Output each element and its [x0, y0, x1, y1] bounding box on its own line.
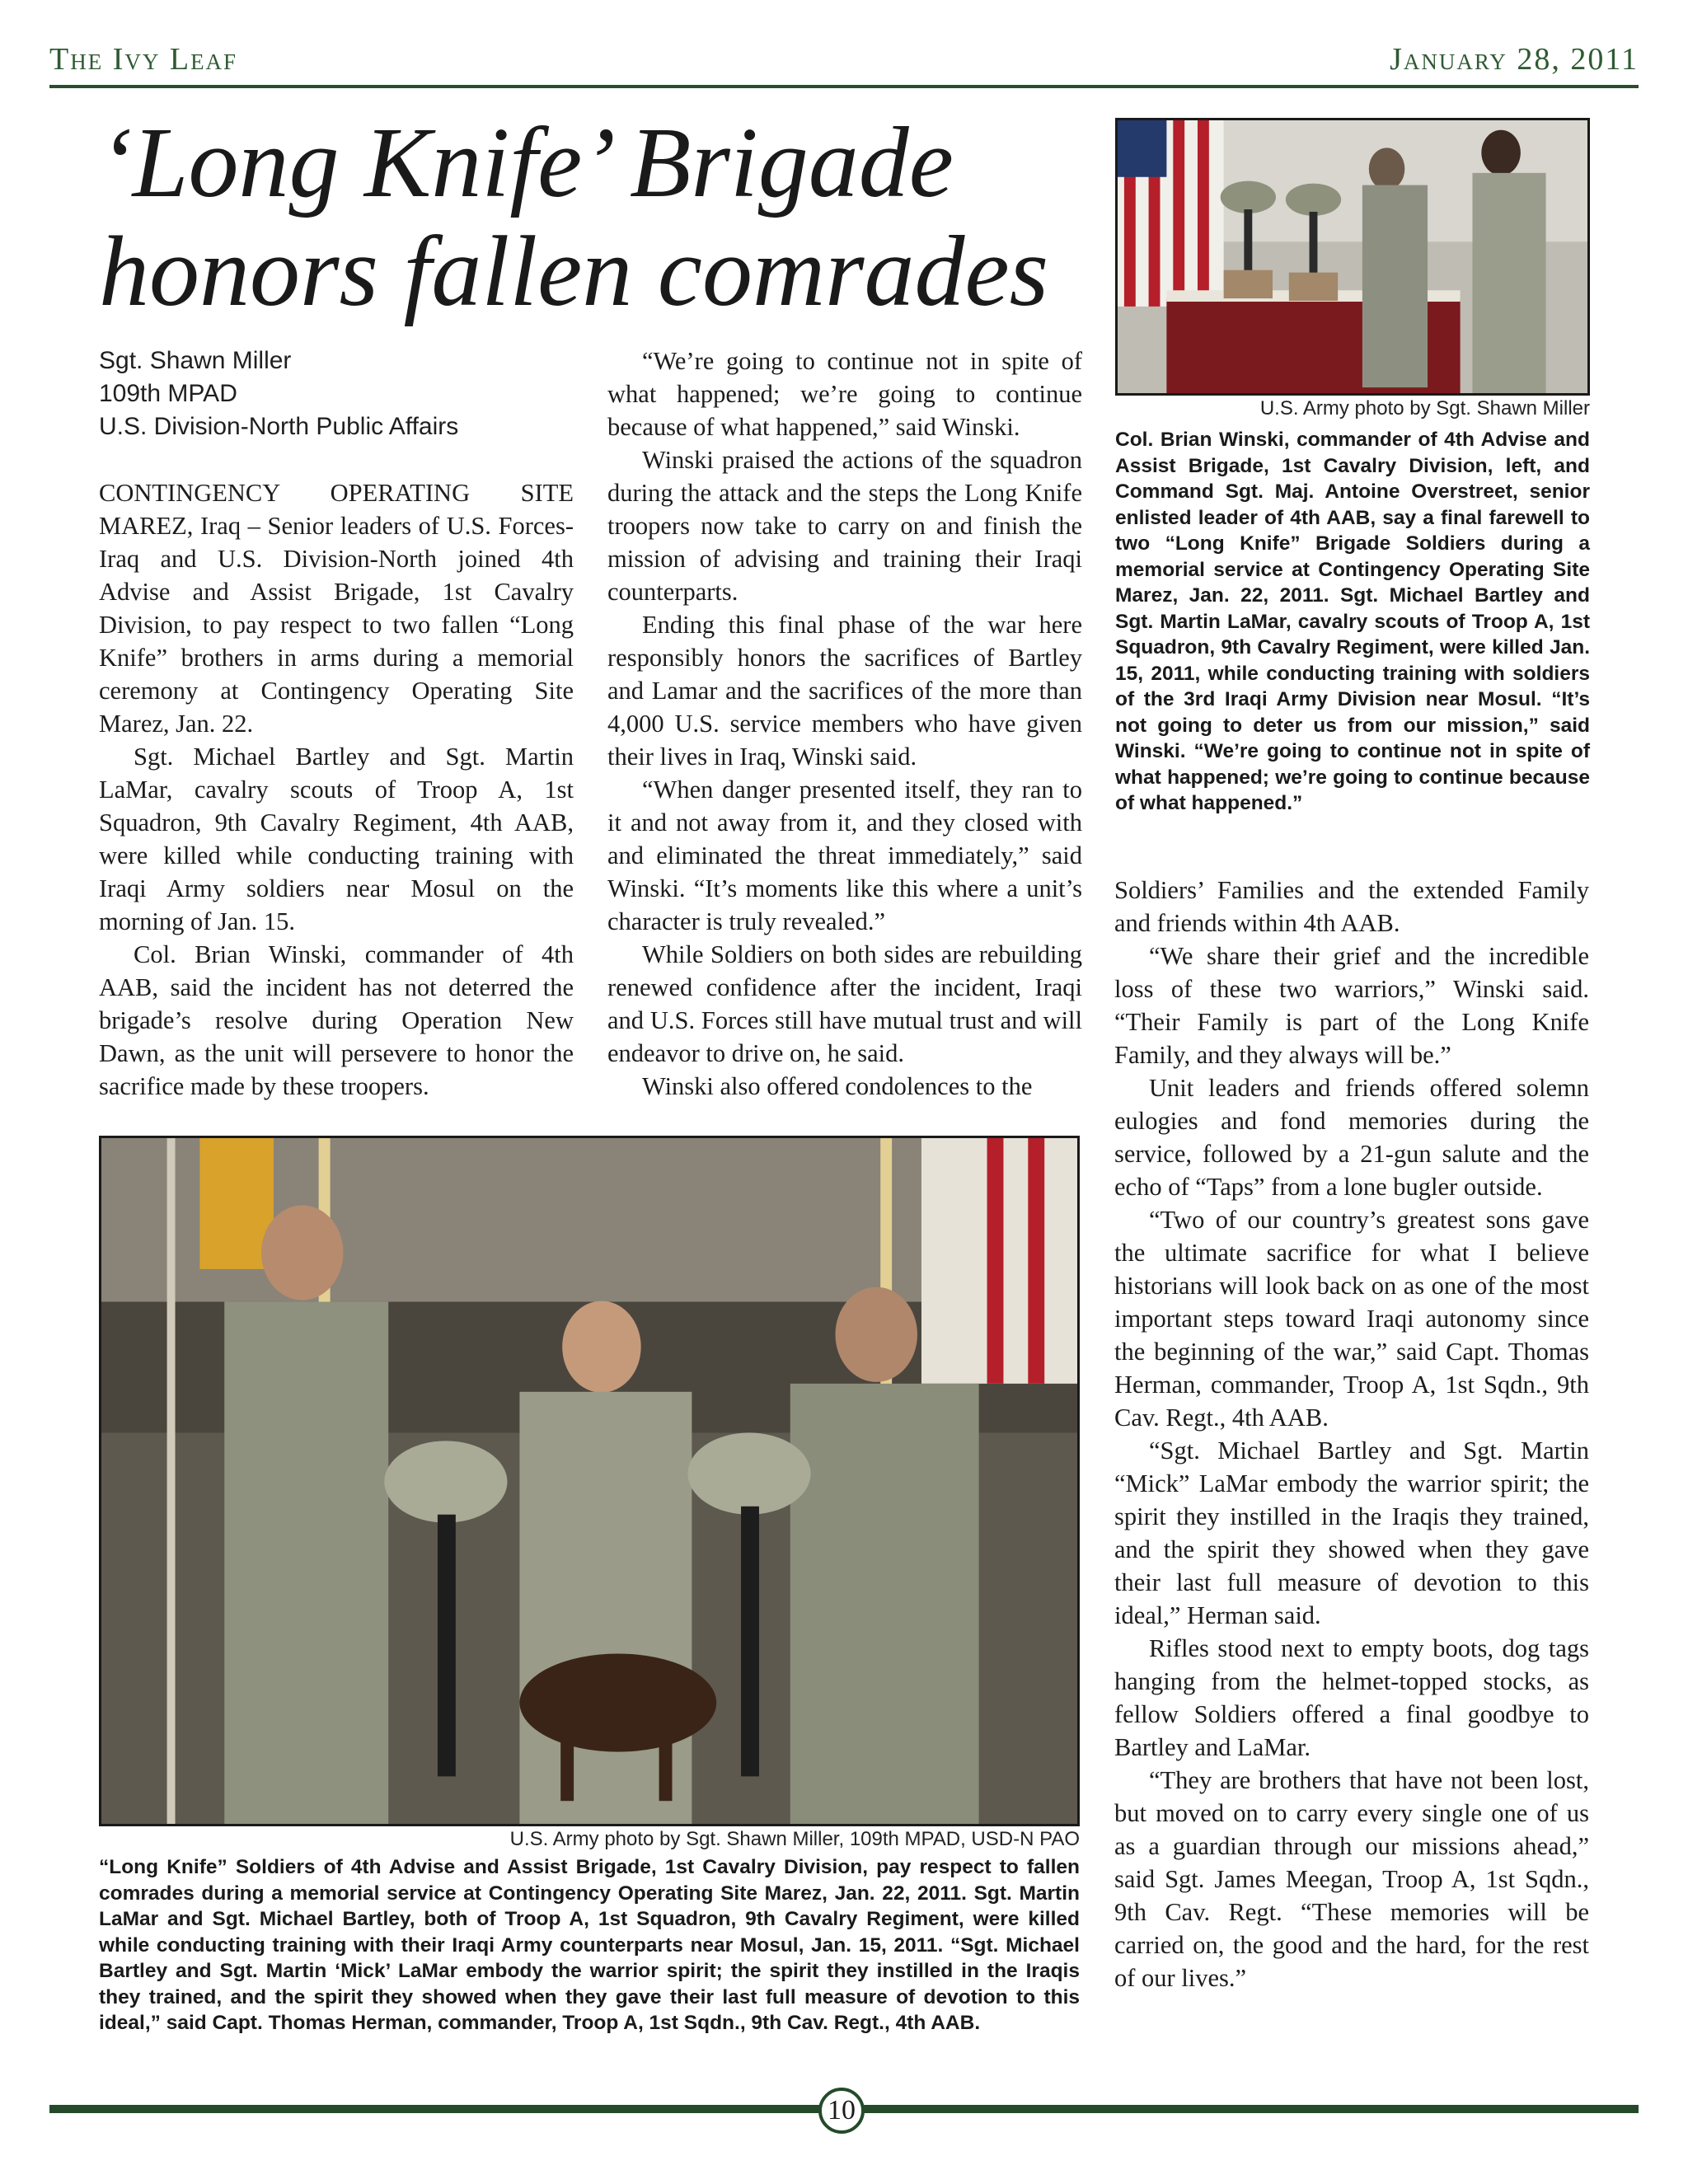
memorial-photo-top — [1115, 118, 1590, 396]
photo-credit-main: U.S. Army photo by Sgt. Shawn Miller, 109th MPAD, USD-N PAO — [509, 1828, 1080, 1850]
memorial-photo-main — [99, 1136, 1080, 1826]
headline-line-2: honors fallen comrades — [99, 216, 1049, 327]
issue-date: January 28, 2011 — [1390, 42, 1639, 77]
article-headline — [99, 109, 1096, 326]
article-column-3 — [1114, 874, 1589, 1994]
paragraph: Soldiers’ Families and the extended Family and friends within 4th AAB. — [1114, 876, 1589, 937]
page-number: 10 — [818, 2088, 865, 2134]
paragraph: CONTINGENCY OPERATING SITE MAREZ, Iraq – Senior leaders of U.S. Forces-Iraq and U.S. Division-North joined 4th Advise and Assist Brigade, 1st Cavalry Division, to pay respect to two fallen “Long Knife” brothers in arms during a memorial ceremony at Contingency Operating Site Marez, Jan. 22. — [99, 479, 574, 738]
byline-author: Sgt. Shawn Miller — [99, 347, 292, 374]
paragraph: While Soldiers on both sides are rebuilding renewed confidence after the incident, Iraqi and U.S. Forces still have mutual trust and will endeavor to drive on, he said. — [607, 940, 1082, 1067]
byline-office: U.S. Division-North Public Affairs — [99, 413, 459, 440]
article-column-1 — [99, 476, 574, 1103]
header-rule — [49, 85, 1639, 88]
memorial-photo-main-image — [101, 1138, 1077, 1824]
page-header — [49, 41, 1639, 89]
paragraph: “Two of our country’s greatest sons gave the ultimate sacrifice for what I believe historians will look back on as one of the most important steps toward Iraqi autonomy since the beginning of the war,” said Capt. Thomas Herman, commander, Troop A, 1st Sqdn., 9th Cav. Regt., 4th AAB. — [1114, 1206, 1589, 1432]
photo-credit-top: U.S. Army photo by Sgt. Shawn Miller — [1259, 397, 1590, 419]
headline-line-1: ‘Long Knife’ Brigade — [99, 107, 954, 218]
paragraph: Ending this final phase of the war here responsibly honors the sacrifices of Bartley and Lamar and the sacrifices of the more than 4,000 U.S. service members who have given their lives in Iraq, Winski said. — [607, 611, 1082, 771]
paragraph: Col. Brian Winski, commander of 4th AAB, said the incident has not deterred the brigade’s resolve during Operation New Dawn, as the unit will persevere to honor the sacrifice made by these troopers. — [99, 940, 574, 1100]
photo-caption-main: “Long Knife” Soldiers of 4th Advise and Assist Brigade, 1st Cavalry Division, pay respect to fallen comrades during a memorial service at Contingency Operating Site Marez, Jan. 22, 2011. Sgt. Martin LaMar and Sgt. Michael Bartley, both of Troop A, 1st Squadron, 9th Cavalry Regiment, were killed while conducting training with their Iraqi Army counterparts near Mosul, Jan. 15, 2011. “Sgt. Michael Bartley and Sgt. Martin ‘Mick’ LaMar embody the warrior spirit; the spirit they instilled in the Iraqis they trained, and the spirit they showed when they gave their last full measure of devotion to this ideal,” said Capt. Thomas Herman, commander, Troop A, 1st Sqdn., 9th Cav. Regt., 4th AAB. — [99, 1856, 1080, 2034]
paragraph: “We share their grief and the incredible loss of these two warriors,” Winski said. “Their Family is part of the Long Knife Family, and they always will be.” — [1114, 942, 1589, 1069]
memorial-photo-top-image — [1118, 120, 1587, 393]
paragraph: Rifles stood next to empty boots, dog tags hanging from the helmet-topped stocks, as fellow Soldiers offered a final goodbye to Bartley and LaMar. — [1114, 1634, 1589, 1761]
paragraph: “When danger presented itself, they ran to it and not away from it, and they closed with and eliminated the threat immediately,” said Winski. “It’s moments like this where a unit’s character is truly revealed.” — [607, 776, 1082, 935]
article-column-2 — [607, 344, 1082, 1103]
paragraph: “They are brothers that have not been lost, but moved on to carry every single one of us as a guardian through our missions ahead,” said Sgt. James Meegan, Troop A, 1st Sqdn., 9th Cav. Regt. “These memories will be carried on, the good and the hard, for the rest of our lives.” — [1114, 1766, 1589, 1992]
byline-unit: 109th MPAD — [99, 380, 237, 407]
publication-name: The Ivy Leaf — [49, 42, 238, 77]
byline — [99, 344, 577, 443]
paragraph: “Sgt. Michael Bartley and Sgt. Martin “Mick” LaMar embody the warrior spirit; the spirit they instilled in the Iraqis they trained, and the spirit they showed when they gave their last full measure of devotion to this ideal,” Herman said. — [1114, 1436, 1589, 1629]
paragraph: “We’re going to continue not in spite of what happened; we’re going to continue because of what happened,” said Winski. — [607, 347, 1082, 441]
paragraph: Winski praised the actions of the squadron during the attack and the steps the Long Knife troopers now take to carry on and finish the mission of advising and training their Iraqi counterparts. — [607, 446, 1082, 606]
photo-caption-top: Col. Brian Winski, commander of 4th Advise and Assist Brigade, 1st Cavalry Division, left, and Command Sgt. Maj. Antoine Overstreet, senior enlisted leader of 4th AAB, say a final farewell to two “Long Knife” Brigade Soldiers during a memorial service at Contingency Operating Site Marez, Jan. 22, 2011. Sgt. Michael Bartley and Sgt. Martin LaMar, cavalry scouts of Troop A, 1st Squadron, 9th Cavalry Regiment, were killed Jan. 15, 2011, while conducting training with soldiers of the 3rd Iraqi Army Division near Mosul. “It’s not going to deter us from our mission,” said Winski. “We’re going to continue not in spite of what happened; we’re going to continue because of what happened.” — [1115, 429, 1590, 814]
paragraph: Unit leaders and friends offered solemn eulogies and fond memories during the service, followed by a 21-gun salute and the echo of “Taps” from a lone bugler outside. — [1114, 1074, 1589, 1201]
paragraph: Winski also offered condolences to the — [642, 1072, 1033, 1100]
paragraph: Sgt. Michael Bartley and Sgt. Martin LaMar, cavalry scouts of Troop A, 1st Squadron, 9th Cavalry Regiment, 4th AAB, were killed while conducting training with Iraqi Army soldiers near Mosul on the morning of Jan. 15. — [99, 743, 574, 935]
